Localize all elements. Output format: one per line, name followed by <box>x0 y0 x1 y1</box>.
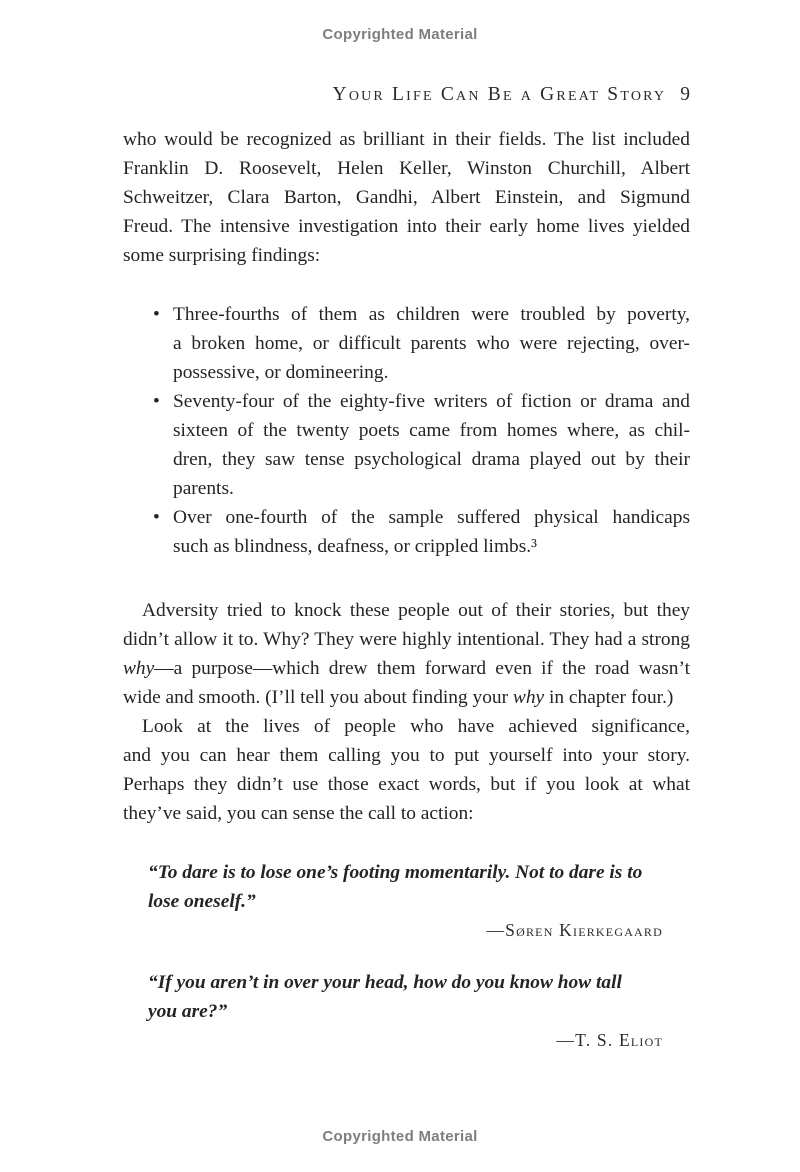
text-line: Schweitzer, Clara Barton, Gandhi, Albert Einstein, and Sigmund <box>123 187 690 208</box>
copyright-notice-bottom: Copyrighted Material <box>322 1128 478 1145</box>
paragraph-intro <box>123 125 690 270</box>
text-line: Freud. The intensive investigation into their early home lives yielded <box>123 216 690 237</box>
quote-kierkegaard <box>123 858 690 945</box>
text-line: some surprising findings: <box>123 245 321 266</box>
body-paragraphs <box>123 596 690 828</box>
text-line: and you can hear them calling you to put yourself into your story. <box>123 745 690 766</box>
text-line: dren, they saw tense psychological drama played out by their <box>173 449 690 470</box>
bullet-marker: • <box>153 391 160 412</box>
text-line: “To dare is to lose one’s footing momentarily. Not to dare is to <box>148 862 643 883</box>
text-line: parents. <box>173 478 234 499</box>
paragraph-adversity <box>123 596 690 712</box>
quote-text <box>123 858 690 916</box>
text-line: Seventy-four of the eighty-five writers of fiction or drama and <box>173 391 690 412</box>
text-line: who would be recognized as brilliant in their fields. The list included <box>123 129 690 150</box>
running-head-title: Your Life Can Be a Great Story <box>332 84 667 105</box>
text-line: why—a purpose—which drew them forward even if the road wasn’t <box>123 658 690 679</box>
text-line: a broken home, or difficult parents who were rejecting, over- <box>173 333 690 354</box>
copyright-notice-top: Copyrighted Material <box>322 26 478 43</box>
text-line: Adversity tried to knock these people out of their stories, but they <box>142 600 690 621</box>
bullet-marker: • <box>153 507 160 528</box>
quote-text <box>123 968 690 1026</box>
text-line: didn’t allow it to. Why? They were highly intentional. They had a strong <box>123 629 690 650</box>
quote-eliot <box>123 968 690 1055</box>
text-line: Look at the lives of people who have achieved significance, <box>142 716 690 737</box>
bullet-item <box>123 503 690 561</box>
paragraph-look-at-lives <box>123 712 690 828</box>
text-line: Perhaps they didn’t use those exact words, but if you look at what <box>123 774 690 795</box>
bullet-item <box>123 387 690 503</box>
text-line: you are?” <box>148 1001 228 1022</box>
bullet-text <box>173 300 690 387</box>
text-line: such as blindness, deafness, or crippled limbs.³ <box>173 536 537 557</box>
bullet-list <box>123 300 690 561</box>
text-line: wide and smooth. (I’ll tell you about finding your why in chapter four.) <box>123 687 674 708</box>
text-line: lose oneself.” <box>148 891 256 912</box>
text-line: they’ve said, you can sense the call to action: <box>123 803 474 824</box>
bullet-item <box>123 300 690 387</box>
text-line: “If you aren’t in over your head, how do you know how tall <box>148 972 622 993</box>
quote-attribution: —Søren Kierkegaard <box>486 920 663 940</box>
quote-attribution: —T. S. Eliot <box>556 1030 663 1050</box>
bullet-text <box>173 387 690 503</box>
bullet-marker: • <box>153 304 160 325</box>
text-line: Franklin D. Roosevelt, Helen Keller, Winston Churchill, Albert <box>123 158 690 179</box>
text-line: sixteen of the twenty poets came from homes where, as chil- <box>173 420 690 441</box>
running-head <box>123 84 690 106</box>
page-number: 9 <box>680 84 690 105</box>
text-line: Three-fourths of them as children were troubled by poverty, <box>173 304 690 325</box>
text-line: Over one-fourth of the sample suffered physical handicaps <box>173 507 690 528</box>
text-line: possessive, or domineering. <box>173 362 389 383</box>
bullet-text <box>173 503 690 561</box>
